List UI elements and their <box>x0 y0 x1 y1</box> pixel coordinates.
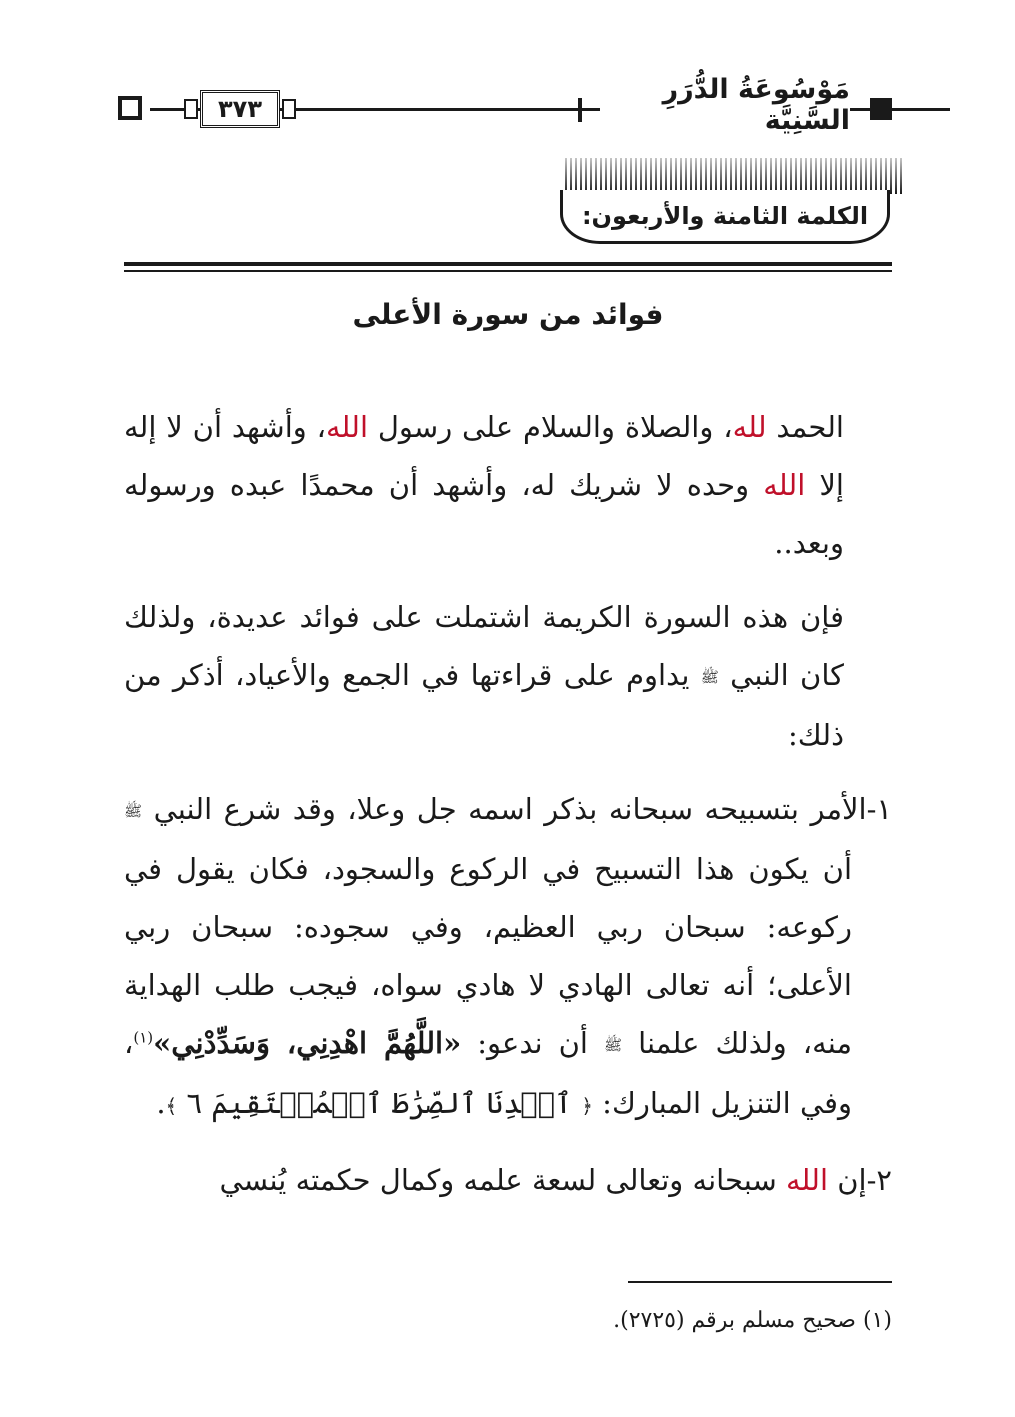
banner-decoration <box>565 158 905 194</box>
divine-name: الله <box>785 1163 829 1197</box>
text-run: ، والصلاة والسلام على رسول <box>368 410 733 444</box>
honorific-glyph: ﷺ <box>604 1036 623 1054</box>
header-tick <box>578 98 582 122</box>
footnote: (١) صحيح مسلم برقم (٢٧٢٥). <box>613 1308 892 1333</box>
paragraph-preface <box>124 588 892 764</box>
page-number: ٣٧٣ <box>200 90 280 128</box>
chapter-label: الكلمة الثامنة والأربعون: <box>560 190 890 244</box>
divine-name: الله <box>325 410 369 444</box>
hadith-quote: «اللَّهُمَّ اهْدِنِي، وَسَدِّدْنِي» <box>153 1026 462 1060</box>
body-text <box>124 398 892 1209</box>
frame-knot-ornament <box>184 99 198 119</box>
honorific-glyph: ﷺ <box>700 668 719 686</box>
text-run: سبحانه وتعالى لسعة علمه وكمال حكمته يُنسي <box>219 1163 786 1197</box>
text-run: ، وفي التنزيل المبارك: <box>124 1026 852 1120</box>
text-run: . <box>156 1086 166 1120</box>
divine-name: الله <box>763 468 806 502</box>
frame-knot-ornament <box>282 99 296 119</box>
text-run: الحمد <box>766 410 844 444</box>
text-run: وحده لا شريك له، وأشهد أن محمدًا عبده ورسوله وبعد.. <box>124 468 844 560</box>
divider-rule <box>124 262 892 266</box>
page-title: فوائد من سورة الأعلى <box>352 298 664 331</box>
list-item-1 <box>124 780 892 1135</box>
list-number: ٢- <box>866 1163 892 1197</box>
list-number: ١- <box>866 792 892 826</box>
footnote-ref[interactable]: (١) <box>133 1028 154 1047</box>
quran-bracket-open: ﴿ <box>581 1094 593 1118</box>
footnote-rule <box>628 1281 892 1283</box>
honorific-glyph: ﷺ <box>124 802 143 820</box>
quran-bracket-close: ﴾ <box>165 1094 178 1118</box>
header-square-ornament <box>118 96 142 120</box>
text-run: إن <box>828 1163 867 1197</box>
header-square-ornament <box>870 98 892 120</box>
text-run: أن ندعو: <box>461 1026 605 1060</box>
text-run: أن يكون هذا التسبيح في الركوع والسجود، فكان يقول في ركوعه: سبحان ربي العظيم، وفي سجوده: سبحان ربي الأعلى؛ أنه تعالى الهادي لا هادي سواه، فيجب طلب الهداية منه، ولذلك علمنا <box>124 852 852 1060</box>
series-title: مَوْسُوعَةُ الدُّرَرِ السَّنِيَّة <box>600 82 850 128</box>
text-run: ، وأشهد أن لا إله إلا <box>124 410 844 502</box>
text-run: يداوم على قراءتها في الجمع والأعياد، أذكر من ذلك: <box>124 658 844 752</box>
text-run: الأمر بتسبيحه سبحانه بذكر اسمه جل وعلا، وقد شرع النبي <box>142 792 867 826</box>
list-item-2 <box>124 1151 892 1209</box>
divider-rule <box>124 270 892 272</box>
divine-name: لله <box>732 410 767 444</box>
paragraph-intro <box>124 398 892 572</box>
text-run: فإن هذه السورة الكريمة اشتملت على فوائد عديدة، ولذلك كان النبي <box>124 600 844 692</box>
quran-verse: ٱهۡدِنَا ٱلصِّرَٰطَ ٱلۡمُسۡتَقِيمَ ٦ <box>186 1086 573 1120</box>
